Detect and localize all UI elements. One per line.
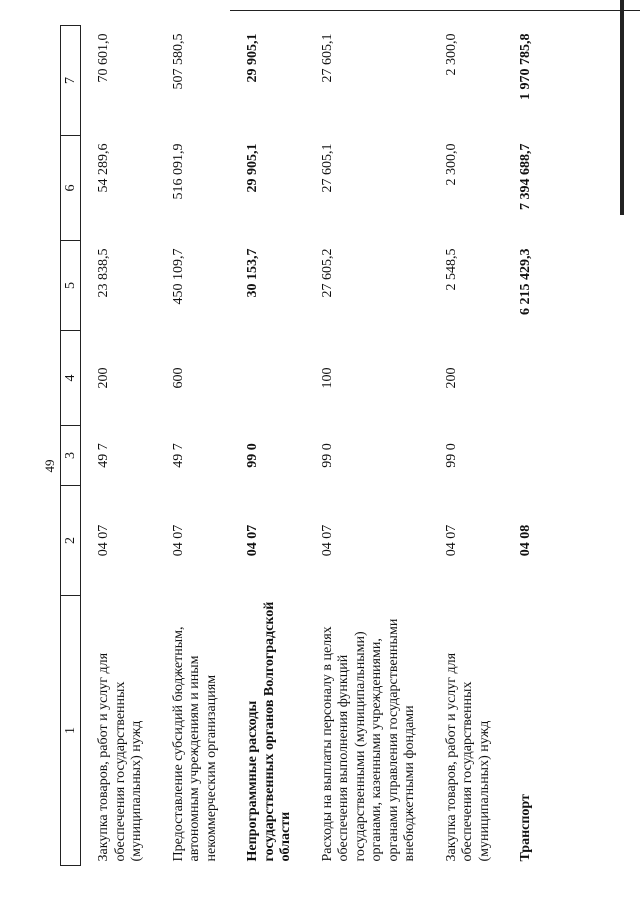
rotated-page bbox=[60, 26, 600, 866]
col-header-1: 1 bbox=[61, 596, 81, 866]
budget-table bbox=[60, 25, 545, 866]
amount-col5: 27 605,2 bbox=[319, 248, 335, 298]
program-code: 99 0 bbox=[245, 443, 260, 468]
section-code: 04 08 bbox=[518, 524, 533, 557]
col-header-3: 3 bbox=[61, 426, 81, 486]
table-row bbox=[429, 26, 504, 866]
table-row bbox=[81, 26, 156, 866]
top-rule bbox=[230, 10, 640, 11]
amount-col5: 30 153,7 bbox=[245, 248, 260, 298]
expense-type-code: 600 bbox=[170, 367, 186, 389]
row-description: Предоставление субсидий бюджетным, автономным учреждениям и иным некоммерческим организациям bbox=[170, 626, 219, 862]
section-code: 04 07 bbox=[170, 524, 186, 557]
amount-col5: 23 838,5 bbox=[96, 248, 111, 298]
row-description: Закупка товаров, работ и услуг для обеспечения государственных (муниципальных) нужд bbox=[96, 652, 144, 862]
amount-col7: 27 605,1 bbox=[319, 33, 335, 83]
amount-col7: 70 601,0 bbox=[96, 33, 111, 83]
col-header-2: 2 bbox=[61, 486, 81, 596]
amount-col5: 6 215 429,3 bbox=[518, 248, 533, 315]
header-row bbox=[61, 26, 81, 866]
row-description: Закупка товаров, работ и услуг для обеспечения государственных (муниципальных) нужд bbox=[443, 652, 492, 862]
binding-mark bbox=[620, 0, 624, 215]
table-row bbox=[305, 26, 429, 866]
section-code: 04 07 bbox=[245, 524, 260, 557]
section-code: 04 07 bbox=[319, 524, 335, 557]
section-code: 04 07 bbox=[96, 524, 111, 557]
amount-col6: 516 091,9 bbox=[170, 143, 186, 200]
program-code: 49 7 bbox=[96, 443, 111, 468]
expense-type-code: 200 bbox=[96, 367, 111, 389]
program-code bbox=[503, 426, 545, 486]
table-row bbox=[230, 26, 305, 866]
row-description: Транспорт bbox=[518, 794, 533, 862]
amount-col6: 2 300,0 bbox=[443, 143, 459, 186]
table-row bbox=[156, 26, 231, 866]
amount-col6: 7 394 688,7 bbox=[518, 143, 533, 210]
page-number: 49 bbox=[42, 459, 57, 473]
amount-col7: 29 905,1 bbox=[245, 33, 260, 83]
expense-type-code: 100 bbox=[319, 367, 335, 389]
amount-col5: 2 548,5 bbox=[443, 248, 459, 291]
amount-col7: 2 300,0 bbox=[443, 33, 459, 76]
col-header-7: 7 bbox=[61, 26, 81, 136]
expense-type-code: 200 bbox=[443, 367, 459, 389]
expense-type-code bbox=[503, 331, 545, 426]
amount-col6: 27 605,1 bbox=[319, 143, 335, 193]
amount-col6: 54 289,6 bbox=[96, 143, 111, 193]
expense-type-code bbox=[230, 331, 305, 426]
row-description: Расходы на выплаты персоналу в целях обеспечения выполнения функций государственными (муниципальными) органами, казенными учреждениями, органами управления государственными внебюджетными фондами bbox=[319, 618, 417, 862]
amount-col6: 29 905,1 bbox=[245, 143, 260, 193]
program-code: 99 0 bbox=[443, 443, 459, 468]
program-code: 49 7 bbox=[170, 443, 186, 468]
section-code: 04 07 bbox=[443, 524, 459, 557]
row-description: Непрограммные расходы государственных органов Волгоградской области bbox=[245, 601, 293, 862]
amount-col7: 1 970 785,8 bbox=[518, 33, 533, 100]
amount-col5: 450 109,7 bbox=[170, 248, 186, 305]
table-row bbox=[503, 26, 545, 866]
program-code: 99 0 bbox=[319, 443, 335, 468]
col-header-6: 6 bbox=[61, 136, 81, 241]
amount-col7: 507 580,5 bbox=[170, 33, 186, 90]
col-header-5: 5 bbox=[61, 241, 81, 331]
col-header-4: 4 bbox=[61, 331, 81, 426]
